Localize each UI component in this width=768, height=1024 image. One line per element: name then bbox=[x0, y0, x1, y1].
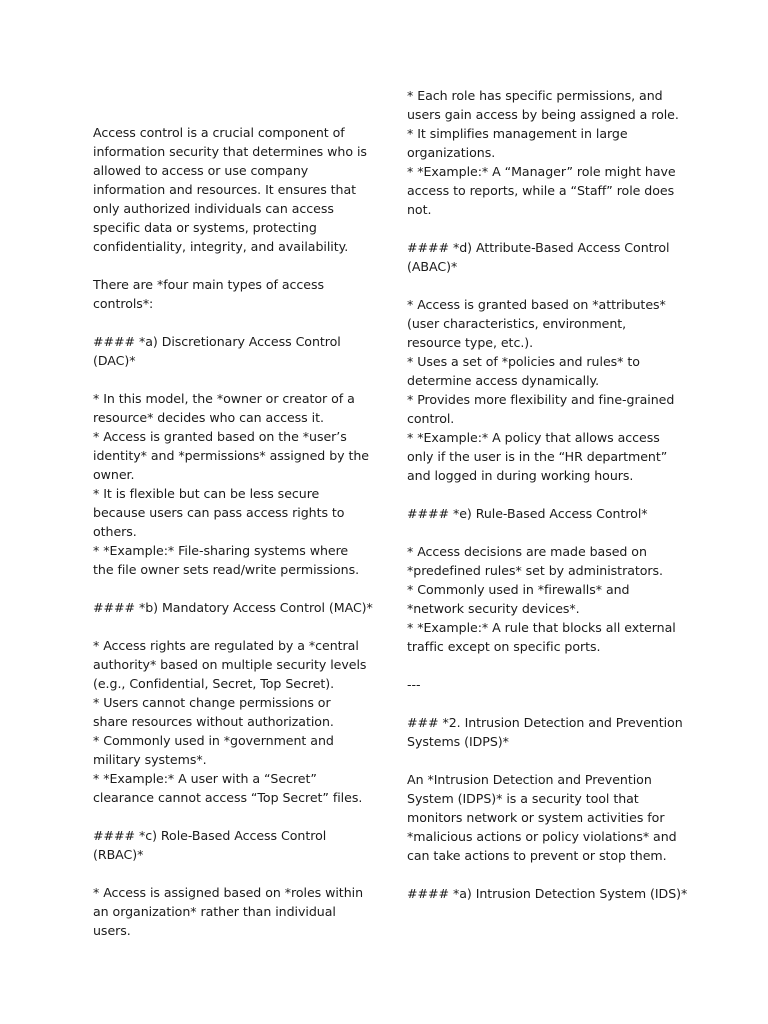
paragraph bbox=[407, 86, 679, 219]
text-line: #### *d) Attribute-Based Access Control bbox=[407, 240, 670, 255]
text-line: * Commonly used in *government and bbox=[93, 733, 334, 748]
text-line: specific data or systems, protecting bbox=[93, 220, 317, 235]
text-line: (user characteristics, environment, bbox=[407, 316, 627, 331]
section-heading bbox=[407, 713, 683, 751]
text-line: #### *c) Role-Based Access Control bbox=[93, 828, 327, 843]
text-line: not. bbox=[407, 202, 432, 217]
text-line: --- bbox=[407, 677, 421, 692]
paragraph bbox=[407, 295, 679, 485]
text-line: * Each role has specific permissions, and bbox=[407, 88, 663, 103]
text-line: determine access dynamically. bbox=[407, 373, 600, 388]
text-line: information security that determines who is bbox=[93, 144, 367, 159]
text-line: * Access is assigned based on *roles within bbox=[93, 885, 364, 900]
horizontal-rule-text bbox=[407, 675, 679, 694]
text-line: confidentiality, integrity, and availability. bbox=[93, 239, 349, 254]
section-heading bbox=[93, 826, 365, 864]
paragraph bbox=[407, 542, 679, 656]
text-line: resource type, etc.). bbox=[407, 335, 534, 350]
text-line: * Access rights are regulated by a *central bbox=[93, 638, 359, 653]
text-line: * Provides more flexibility and fine-grained bbox=[407, 392, 675, 407]
text-line: because users can pass access rights to bbox=[93, 505, 345, 520]
paragraph bbox=[93, 389, 370, 579]
text-line: organizations. bbox=[407, 145, 496, 160]
section-heading bbox=[407, 504, 679, 523]
text-line: access to reports, while a “Staff” role does bbox=[407, 183, 675, 198]
text-line: clearance cannot access “Top Secret” files. bbox=[93, 790, 363, 805]
paragraph bbox=[93, 123, 365, 256]
text-line: ### *2. Intrusion Detection and Prevention bbox=[407, 715, 683, 730]
paragraph bbox=[407, 770, 679, 865]
text-line: (RBAC)* bbox=[93, 847, 144, 862]
text-line: (DAC)* bbox=[93, 353, 136, 368]
text-line: information and resources. It ensures that bbox=[93, 182, 357, 197]
text-line: only if the user is in the “HR department” bbox=[407, 449, 668, 464]
text-line: * *Example:* File-sharing systems where bbox=[93, 543, 349, 558]
text-line: Access control is a crucial component of bbox=[93, 125, 345, 140]
text-line: * Access is granted based on the *user’s bbox=[93, 429, 347, 444]
text-line: #### *e) Rule-Based Access Control* bbox=[407, 506, 648, 521]
text-line: others. bbox=[93, 524, 137, 539]
text-line: only authorized individuals can access bbox=[93, 201, 334, 216]
text-line: * *Example:* A rule that blocks all external bbox=[407, 620, 676, 635]
text-line: * *Example:* A user with a “Secret” bbox=[93, 771, 317, 786]
text-line: can take actions to prevent or stop them. bbox=[407, 848, 667, 863]
text-line: share resources without authorization. bbox=[93, 714, 334, 729]
text-line: #### *a) Discretionary Access Control bbox=[93, 334, 341, 349]
text-line: *malicious actions or policy violations* and bbox=[407, 829, 677, 844]
text-line: (ABAC)* bbox=[407, 259, 458, 274]
text-line: resource* decides who can access it. bbox=[93, 410, 324, 425]
section-heading bbox=[407, 238, 679, 276]
paragraph bbox=[93, 636, 365, 807]
text-line: users gain access by being assigned a role. bbox=[407, 107, 679, 122]
text-line: * Uses a set of *policies and rules* to bbox=[407, 354, 640, 369]
text-line: and logged in during working hours. bbox=[407, 468, 634, 483]
text-line: traffic except on specific ports. bbox=[407, 639, 601, 654]
text-line: * Commonly used in *firewalls* and bbox=[407, 582, 630, 597]
text-line: * *Example:* A policy that allows access bbox=[407, 430, 660, 445]
text-line: #### *a) Intrusion Detection System (IDS)* bbox=[407, 886, 688, 901]
text-line: an organization* rather than individual bbox=[93, 904, 336, 919]
text-line: users. bbox=[93, 923, 131, 938]
text-line: owner. bbox=[93, 467, 135, 482]
text-line: control. bbox=[407, 411, 455, 426]
text-line: * *Example:* A “Manager” role might have bbox=[407, 164, 676, 179]
text-line: authority* based on multiple security levels bbox=[93, 657, 367, 672]
text-line: identity* and *permissions* assigned by the bbox=[93, 448, 370, 463]
section-heading bbox=[93, 332, 365, 370]
text-line: * Access decisions are made based on bbox=[407, 544, 647, 559]
text-line: (e.g., Confidential, Secret, Top Secret). bbox=[93, 676, 335, 691]
text-line: An *Intrusion Detection and Prevention bbox=[407, 772, 652, 787]
text-line: #### *b) Mandatory Access Control (MAC)* bbox=[93, 600, 373, 615]
text-line: * Access is granted based on *attributes* bbox=[407, 297, 666, 312]
text-line: military systems*. bbox=[93, 752, 207, 767]
text-line: the file owner sets read/write permissions. bbox=[93, 562, 360, 577]
text-line: *predefined rules* set by administrators. bbox=[407, 563, 663, 578]
text-line: * In this model, the *owner or creator of a bbox=[93, 391, 355, 406]
text-line: * It is flexible but can be less secure bbox=[93, 486, 320, 501]
text-line: monitors network or system activities for bbox=[407, 810, 665, 825]
right-column bbox=[407, 86, 688, 903]
text-line: Systems (IDPS)* bbox=[407, 734, 509, 749]
text-line: System (IDPS)* is a security tool that bbox=[407, 791, 639, 806]
paragraph bbox=[93, 275, 365, 313]
section-heading bbox=[407, 884, 688, 903]
text-line: * It simplifies management in large bbox=[407, 126, 628, 141]
left-column bbox=[93, 123, 373, 940]
text-line: *network security devices*. bbox=[407, 601, 580, 616]
text-line: There are *four main types of access bbox=[93, 277, 324, 292]
paragraph bbox=[93, 883, 365, 940]
section-heading bbox=[93, 598, 373, 617]
text-line: allowed to access or use company bbox=[93, 163, 309, 178]
text-line: controls*: bbox=[93, 296, 154, 311]
text-line: * Users cannot change permissions or bbox=[93, 695, 331, 710]
